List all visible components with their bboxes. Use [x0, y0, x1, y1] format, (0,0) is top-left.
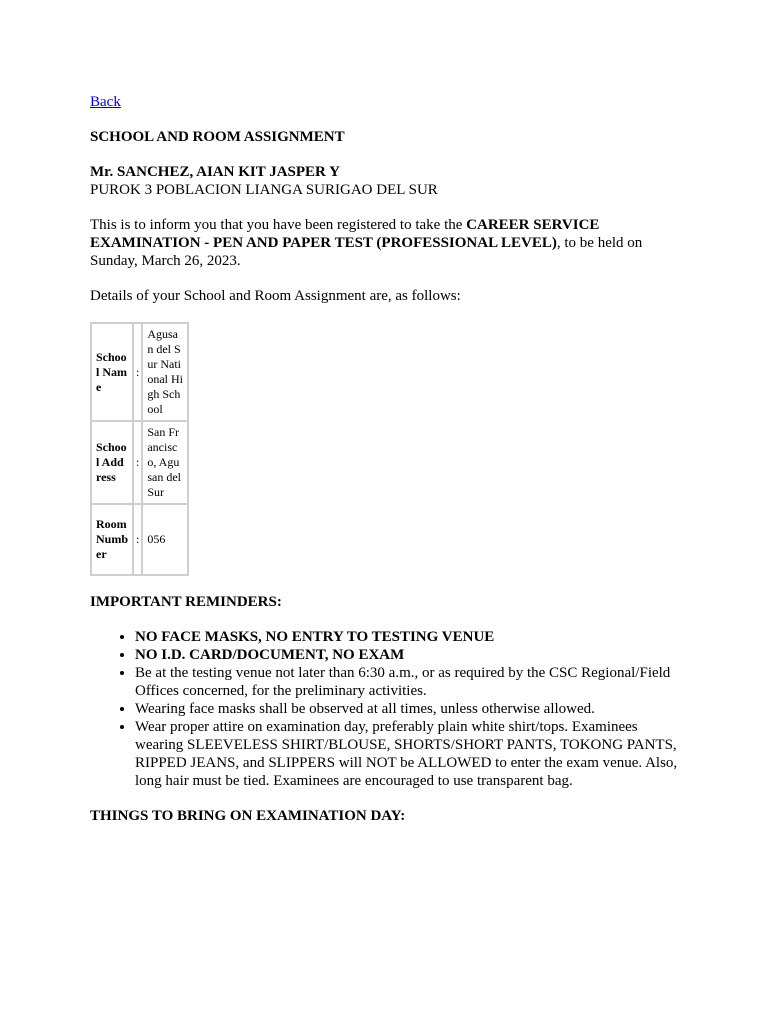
separator: :	[133, 504, 142, 575]
exam-name: CAREER SERVICE EXAMINATION - PEN AND PAPER TEST (PROFESSIONAL LEVEL)	[90, 217, 600, 251]
examinee-name: Mr. SANCHEZ, AIAN KIT JASPER Y	[90, 164, 340, 180]
things-to-bring-heading: THINGS TO BRING ON EXAMINATION DAY:	[90, 808, 406, 824]
room-number-value: 056	[142, 504, 188, 575]
list-item: • Be at the testing venue not later than 6:30 a.m., or as required by the CSC Regional/Field Offices concerned, for the preliminary activities.	[135, 664, 685, 700]
reminders-heading: IMPORTANT REMINDERS:	[90, 594, 282, 610]
school-address-label: School Address	[91, 421, 133, 504]
school-name-label: School Name	[91, 323, 133, 421]
school-address-value: San Francisco, Agusan del Sur	[142, 421, 188, 504]
room-number-label: Room Number	[91, 504, 133, 575]
list-item: • Wearing face masks shall be observed at all times, unless otherwise allowed.	[135, 700, 685, 718]
table-row	[91, 504, 188, 575]
list-item: • Wear proper attire on examination day, preferably plain white shirt/tops. Examinees wearing SLEEVELESS SHIRT/BLOUSE, SHORTS/SHORT PANTS, TOKONG PANTS, RIPPED JEANS, and SLIPPERS will NOT be ALLOWED to enter the exam venue. Also, long hair must be tied. Examinees are encouraged to use transparent bag.	[135, 718, 685, 790]
separator: :	[133, 323, 142, 421]
page-title: SCHOOL AND ROOM ASSIGNMENT	[90, 129, 345, 145]
details-intro: Details of your School and Room Assignment are, as follows:	[90, 288, 461, 304]
intro-suffix: , to be held on Sunday, March 26, 2023.	[90, 235, 643, 269]
separator: :	[133, 421, 142, 504]
table-row	[91, 323, 188, 421]
reminders-list	[90, 628, 685, 790]
intro-prefix: This is to inform you that you have been registered to take the	[90, 217, 467, 233]
assignment-table	[90, 322, 189, 576]
back-link[interactable]: Back	[90, 94, 121, 110]
list-item: • NO FACE MASKS, NO ENTRY TO TESTING VENUE	[135, 628, 685, 646]
examinee-address: PUROK 3 POBLACION LIANGA SURIGAO DEL SUR	[90, 182, 438, 198]
intro-paragraph	[90, 216, 680, 270]
school-name-value: Agusan del Sur National High School	[142, 323, 188, 421]
list-item: • NO I.D. CARD/DOCUMENT, NO EXAM	[135, 646, 685, 664]
table-row	[91, 421, 188, 504]
